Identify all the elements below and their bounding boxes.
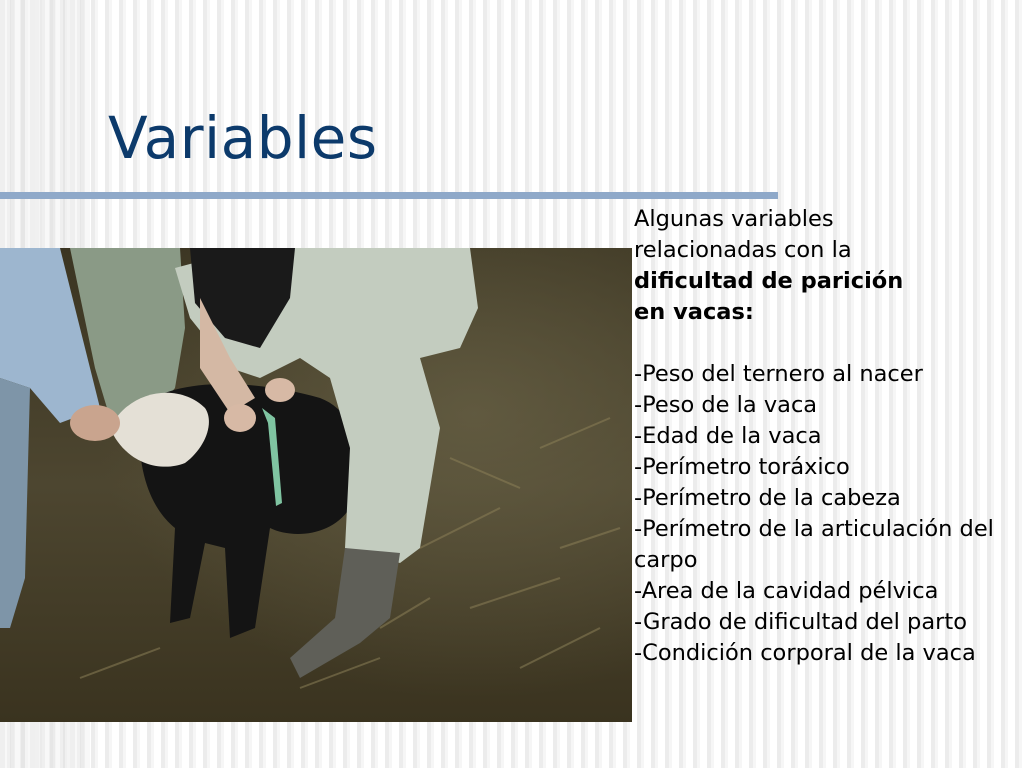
list-item: -Area de la cavidad pélvica — [634, 578, 939, 604]
intro-line-1: Algunas variables — [634, 206, 834, 232]
list-item: -Grado de dificultad del parto — [634, 609, 967, 635]
list-item: -Condición corporal de la vaca — [634, 640, 976, 666]
list-item: -Edad de la vaca — [634, 423, 822, 449]
intro-line-4: en vacas: — [634, 299, 754, 325]
intro-line-3: dificultad de parición — [634, 268, 904, 294]
calf-measurement-photo — [0, 248, 632, 722]
list-item: -Perímetro de la cabeza — [634, 485, 901, 511]
variables-list — [634, 359, 1024, 669]
list-item: -Perímetro toráxico — [634, 454, 850, 480]
title-underline — [0, 192, 778, 199]
variables-text-block — [634, 204, 1024, 669]
list-item: -Peso del ternero al nacer — [634, 361, 923, 387]
slide-title: Variables — [108, 104, 378, 172]
intro-line-2: relacionadas con la — [634, 237, 852, 263]
list-item: -Perímetro de la articulación del carpo — [634, 516, 994, 573]
paragraph-spacer — [634, 328, 1024, 359]
list-item: -Peso de la vaca — [634, 392, 818, 418]
